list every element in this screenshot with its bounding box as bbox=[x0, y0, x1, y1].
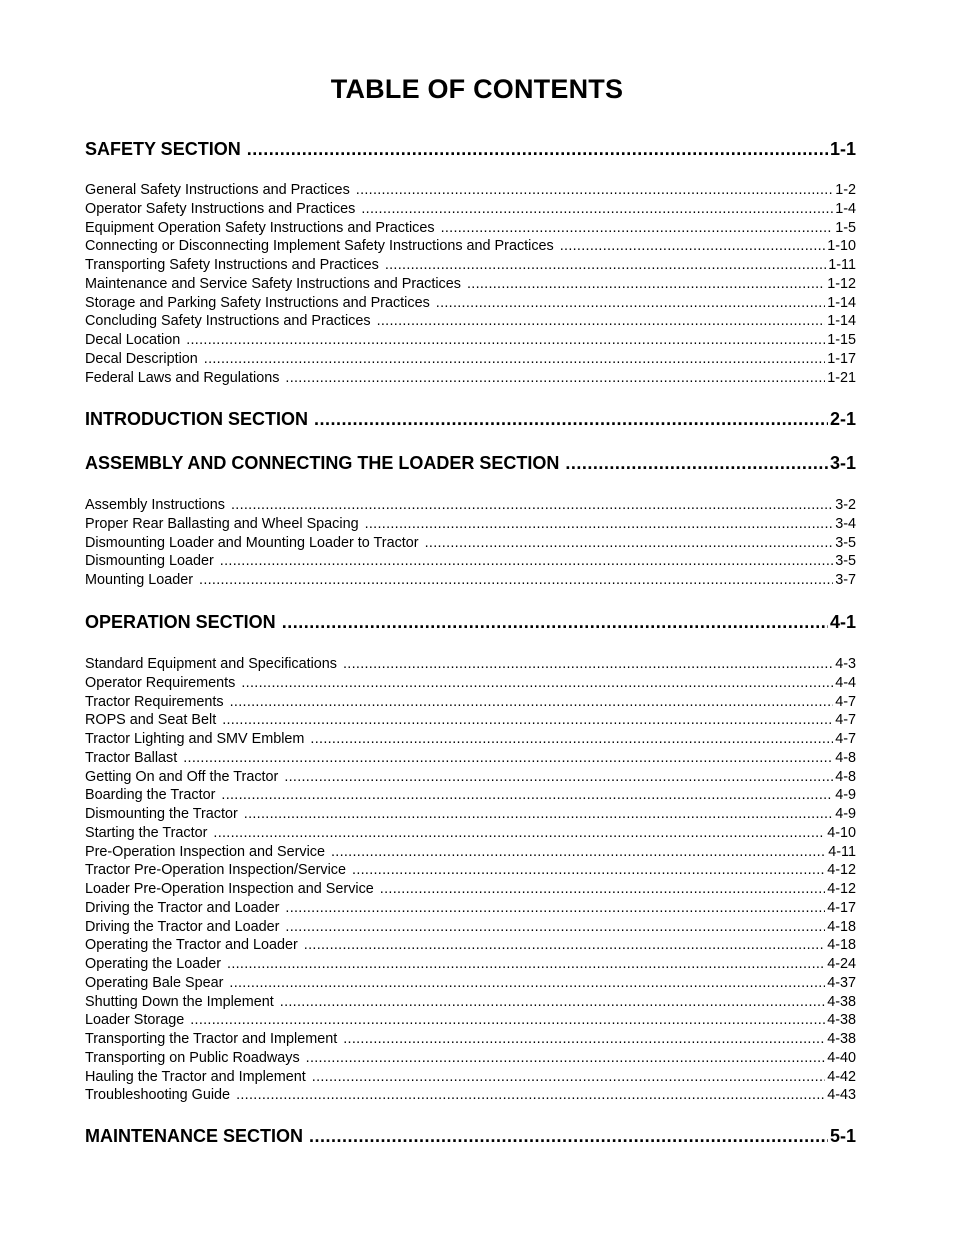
toc-entry-page-number: 1-12 bbox=[827, 275, 856, 292]
dot-leader bbox=[221, 787, 833, 803]
toc-entry-label: Mounting Loader bbox=[85, 572, 194, 588]
toc-entry-page-number: 4-43 bbox=[827, 1087, 856, 1104]
toc-entry-page-number: 4-4 bbox=[835, 674, 856, 691]
toc-entry-label: Decal Location bbox=[85, 332, 181, 348]
toc-entry-label: Connecting or Disconnecting Implement Safety Instructions and Practices bbox=[85, 238, 554, 255]
toc-entry-page-number: 4-12 bbox=[827, 881, 856, 897]
toc-entry[interactable] bbox=[85, 572, 856, 590]
toc-entry-label: Operator Safety Instructions and Practices bbox=[85, 200, 356, 217]
toc-entry-label: Pre-Operation Inspection and Service bbox=[85, 843, 325, 860]
toc-entry-page-number: 4-40 bbox=[827, 1049, 856, 1066]
toc-section-heading[interactable] bbox=[85, 409, 856, 433]
dot-leader bbox=[285, 919, 825, 935]
toc-entry-label: Transporting on Public Roadways bbox=[85, 1049, 300, 1066]
dot-leader bbox=[222, 712, 833, 728]
toc-entry-label: Tractor Pre-Operation Inspection/Service bbox=[85, 862, 347, 879]
dot-leader bbox=[280, 994, 825, 1010]
toc-entry-label: Storage and Parking Safety Instructions and Practices bbox=[85, 294, 430, 311]
toc-entry-page-number: 3-2 bbox=[835, 497, 856, 513]
toc-entry[interactable] bbox=[85, 731, 856, 749]
toc-entry[interactable] bbox=[85, 712, 856, 730]
toc-entry-label: Starting the Tractor bbox=[85, 824, 208, 841]
toc-entry-label: Assembly Instructions bbox=[85, 497, 225, 513]
toc-entry-page-number: 1-15 bbox=[827, 332, 856, 348]
toc-entry[interactable] bbox=[85, 351, 856, 369]
toc-section-heading-label: ASSEMBLY AND CONNECTING THE LOADER SECTION bbox=[85, 453, 560, 473]
toc-entry-label: Boarding the Tractor bbox=[85, 787, 216, 804]
dot-leader bbox=[365, 516, 834, 532]
toc-entry-page-number: 4-9 bbox=[835, 806, 856, 822]
dot-leader bbox=[467, 276, 825, 292]
toc-entry-label: Getting On and Off the Tractor bbox=[85, 768, 279, 785]
toc-section-heading-label: SAFETY SECTION bbox=[85, 139, 241, 159]
dot-leader bbox=[199, 572, 833, 588]
toc-section-heading-page-number: 4-1 bbox=[829, 612, 856, 632]
toc-entry[interactable] bbox=[85, 1087, 856, 1105]
toc-entry[interactable] bbox=[85, 257, 856, 275]
toc-entry-page-number: 1-11 bbox=[828, 257, 856, 273]
toc-entry-page-number: 4-11 bbox=[828, 843, 856, 860]
toc-section-heading-label: INTRODUCTION SECTION bbox=[85, 409, 308, 429]
toc-entry-label: Decal Description bbox=[85, 350, 198, 367]
toc-entry-label: Federal Laws and Regulations bbox=[85, 369, 280, 386]
toc-entry-label: Troubleshooting Guide bbox=[85, 1087, 231, 1104]
dot-leader bbox=[282, 612, 828, 633]
toc-entry-page-number: 1-17 bbox=[827, 350, 856, 367]
toc-entry[interactable] bbox=[85, 370, 856, 388]
toc-entry-label: Driving the Tractor and Loader bbox=[85, 918, 280, 935]
dot-leader bbox=[284, 769, 833, 785]
toc-entry[interactable] bbox=[85, 276, 856, 294]
toc-section-heading-page-number: 3-1 bbox=[829, 453, 856, 473]
toc-entry[interactable] bbox=[85, 656, 856, 674]
toc-entry-page-number: 4-42 bbox=[827, 1068, 856, 1085]
toc-entry[interactable] bbox=[85, 295, 856, 313]
dot-leader bbox=[441, 220, 834, 236]
toc-entry-label: Transporting Safety Instructions and Practices bbox=[85, 257, 379, 273]
toc-entry[interactable] bbox=[85, 994, 856, 1012]
toc-entry[interactable] bbox=[85, 900, 856, 918]
dot-leader bbox=[352, 862, 825, 878]
toc-section-heading-label: MAINTENANCE SECTION bbox=[85, 1126, 304, 1146]
toc-section-heading[interactable] bbox=[85, 1126, 856, 1150]
dot-leader bbox=[385, 257, 826, 273]
toc-entry[interactable] bbox=[85, 675, 856, 693]
dot-leader bbox=[331, 844, 826, 860]
dot-leader bbox=[425, 535, 834, 551]
toc-entry-page-number: 1-2 bbox=[835, 182, 856, 198]
dot-leader bbox=[343, 656, 833, 672]
dot-leader bbox=[380, 881, 825, 897]
toc-entry-label: Dismounting the Tractor bbox=[85, 806, 238, 822]
toc-entry-page-number: 4-38 bbox=[827, 1031, 856, 1047]
dot-leader bbox=[356, 182, 833, 198]
toc-entry-label: Dismounting Loader bbox=[85, 553, 214, 570]
toc-entry-label: Loader Pre-Operation Inspection and Service bbox=[85, 881, 374, 897]
toc-section-heading[interactable] bbox=[85, 612, 856, 636]
toc-entry-page-number: 4-37 bbox=[827, 974, 856, 991]
dot-leader bbox=[565, 453, 828, 474]
toc-entry-label: Concluding Safety Instructions and Practices bbox=[85, 313, 371, 330]
toc-entry-label: Operating the Tractor and Loader bbox=[85, 937, 298, 954]
toc-entry-page-number: 1-21 bbox=[827, 369, 856, 386]
dot-leader bbox=[314, 409, 828, 430]
toc-entry[interactable] bbox=[85, 825, 856, 843]
toc-entry-page-number: 4-38 bbox=[827, 993, 856, 1010]
dot-leader bbox=[343, 1031, 825, 1047]
toc-section-heading-page-number: 1-1 bbox=[829, 139, 856, 159]
toc-entry-label: Tractor Ballast bbox=[85, 749, 178, 766]
dot-leader bbox=[310, 731, 833, 747]
dot-leader bbox=[186, 332, 825, 348]
toc-entry-label: Shutting Down the Implement bbox=[85, 993, 274, 1010]
toc-entry-label: Proper Rear Ballasting and Wheel Spacing bbox=[85, 515, 359, 532]
toc-entry[interactable] bbox=[85, 862, 856, 880]
dot-leader bbox=[231, 497, 833, 513]
toc-section-heading-page-number: 5-1 bbox=[829, 1126, 856, 1146]
dot-leader bbox=[190, 1012, 825, 1028]
toc-entry-label: Transporting the Tractor and Implement bbox=[85, 1031, 338, 1047]
toc-entry-label: Operating the Loader bbox=[85, 956, 222, 972]
toc-entry-page-number: 4-12 bbox=[827, 862, 856, 879]
toc-entry[interactable] bbox=[85, 535, 856, 553]
toc-entry[interactable] bbox=[85, 313, 856, 331]
dot-leader bbox=[229, 975, 825, 991]
toc-entry-label: Operator Requirements bbox=[85, 674, 236, 691]
toc-section-heading[interactable] bbox=[85, 453, 856, 477]
dot-leader bbox=[247, 139, 828, 160]
toc-entry[interactable] bbox=[85, 769, 856, 787]
toc-entry-page-number: 4-7 bbox=[835, 712, 856, 729]
toc-entry-label: Loader Storage bbox=[85, 1012, 185, 1029]
dot-leader bbox=[361, 201, 833, 217]
toc-entry-label: Standard Equipment and Specifications bbox=[85, 656, 337, 672]
toc-entry[interactable] bbox=[85, 1012, 856, 1030]
toc-entry-page-number: 4-38 bbox=[827, 1012, 856, 1029]
toc-entry-label: Hauling the Tractor and Implement bbox=[85, 1068, 306, 1085]
toc-entry-page-number: 1-14 bbox=[827, 313, 856, 330]
toc-entry-label: General Safety Instructions and Practices bbox=[85, 182, 350, 198]
toc-entry[interactable] bbox=[85, 1031, 856, 1049]
toc-entry[interactable] bbox=[85, 956, 856, 974]
toc-entry-page-number: 4-8 bbox=[835, 768, 856, 785]
toc-entry[interactable] bbox=[85, 919, 856, 937]
dot-leader bbox=[285, 900, 825, 916]
toc-entry[interactable] bbox=[85, 1050, 856, 1068]
dot-leader bbox=[306, 1050, 826, 1066]
dot-leader bbox=[312, 1069, 825, 1085]
toc-entry[interactable] bbox=[85, 844, 856, 862]
toc-entry[interactable] bbox=[85, 553, 856, 571]
dot-leader bbox=[236, 1087, 825, 1103]
toc-entry[interactable] bbox=[85, 497, 856, 515]
dot-leader bbox=[220, 553, 833, 569]
toc-entry[interactable] bbox=[85, 975, 856, 993]
toc-section-heading-label: OPERATION SECTION bbox=[85, 612, 276, 632]
dot-leader bbox=[230, 694, 834, 710]
toc-entry-page-number: 4-9 bbox=[835, 787, 856, 804]
toc-entry-label: Driving the Tractor and Loader bbox=[85, 899, 280, 916]
dot-leader bbox=[285, 370, 825, 386]
toc-entry-page-number: 4-24 bbox=[827, 956, 856, 972]
toc-entry-page-number: 4-18 bbox=[827, 937, 856, 954]
dot-leader bbox=[241, 675, 833, 691]
toc-entry[interactable] bbox=[85, 694, 856, 712]
toc-entry[interactable] bbox=[85, 787, 856, 805]
toc-entry-page-number: 3-5 bbox=[835, 553, 856, 570]
toc-entry-label: Tractor Requirements bbox=[85, 693, 224, 710]
toc-entry[interactable] bbox=[85, 220, 856, 238]
dot-leader bbox=[183, 750, 833, 766]
toc-entry-page-number: 4-10 bbox=[827, 824, 856, 841]
toc-entry-page-number: 3-5 bbox=[835, 534, 856, 551]
toc-entry-page-number: 4-17 bbox=[827, 899, 856, 916]
toc-entry-label: Tractor Lighting and SMV Emblem bbox=[85, 731, 305, 747]
toc-entry-page-number: 3-4 bbox=[835, 515, 856, 532]
dot-leader bbox=[213, 825, 825, 841]
toc-entry-label: Equipment Operation Safety Instructions and Practices bbox=[85, 219, 435, 236]
toc-entry[interactable] bbox=[85, 201, 856, 219]
toc-entry-page-number: 4-7 bbox=[835, 693, 856, 710]
dot-leader bbox=[309, 1126, 828, 1147]
toc-entry-page-number: 1-5 bbox=[835, 219, 856, 236]
toc-entry-page-number: 4-8 bbox=[835, 749, 856, 766]
toc-entry[interactable] bbox=[85, 1069, 856, 1087]
toc-entry[interactable] bbox=[85, 881, 856, 899]
toc-entry[interactable] bbox=[85, 238, 856, 256]
toc-entry-page-number: 1-14 bbox=[827, 294, 856, 311]
toc-entry[interactable] bbox=[85, 806, 856, 824]
toc-entry[interactable] bbox=[85, 182, 856, 200]
dot-leader bbox=[377, 313, 826, 329]
toc-entry-label: Dismounting Loader and Mounting Loader to Tractor bbox=[85, 534, 419, 551]
toc-entry-page-number: 4-18 bbox=[827, 918, 856, 935]
dot-leader bbox=[560, 238, 825, 254]
toc-entry[interactable] bbox=[85, 516, 856, 534]
page-title: TABLE OF CONTENTS bbox=[330, 74, 624, 104]
dot-leader bbox=[304, 937, 825, 953]
dot-leader bbox=[244, 806, 833, 822]
toc-entry[interactable] bbox=[85, 332, 856, 350]
dot-leader bbox=[227, 956, 825, 972]
toc-entry-page-number: 3-7 bbox=[835, 572, 856, 588]
toc-entry-label: ROPS and Seat Belt bbox=[85, 712, 217, 729]
toc-entry-page-number: 1-4 bbox=[835, 200, 856, 217]
toc-section-heading-page-number: 2-1 bbox=[829, 409, 856, 429]
toc-entry-page-number: 4-7 bbox=[835, 731, 856, 747]
dot-leader bbox=[436, 295, 825, 311]
toc-section-heading[interactable] bbox=[85, 139, 856, 163]
toc-entry-label: Maintenance and Service Safety Instructions and Practices bbox=[85, 275, 461, 292]
toc-entry-label: Operating Bale Spear bbox=[85, 974, 224, 991]
toc-entry-page-number: 4-3 bbox=[835, 656, 856, 672]
toc-entry[interactable] bbox=[85, 937, 856, 955]
toc-entry[interactable] bbox=[85, 750, 856, 768]
toc-entry-page-number: 1-10 bbox=[827, 238, 856, 255]
dot-leader bbox=[204, 351, 825, 367]
